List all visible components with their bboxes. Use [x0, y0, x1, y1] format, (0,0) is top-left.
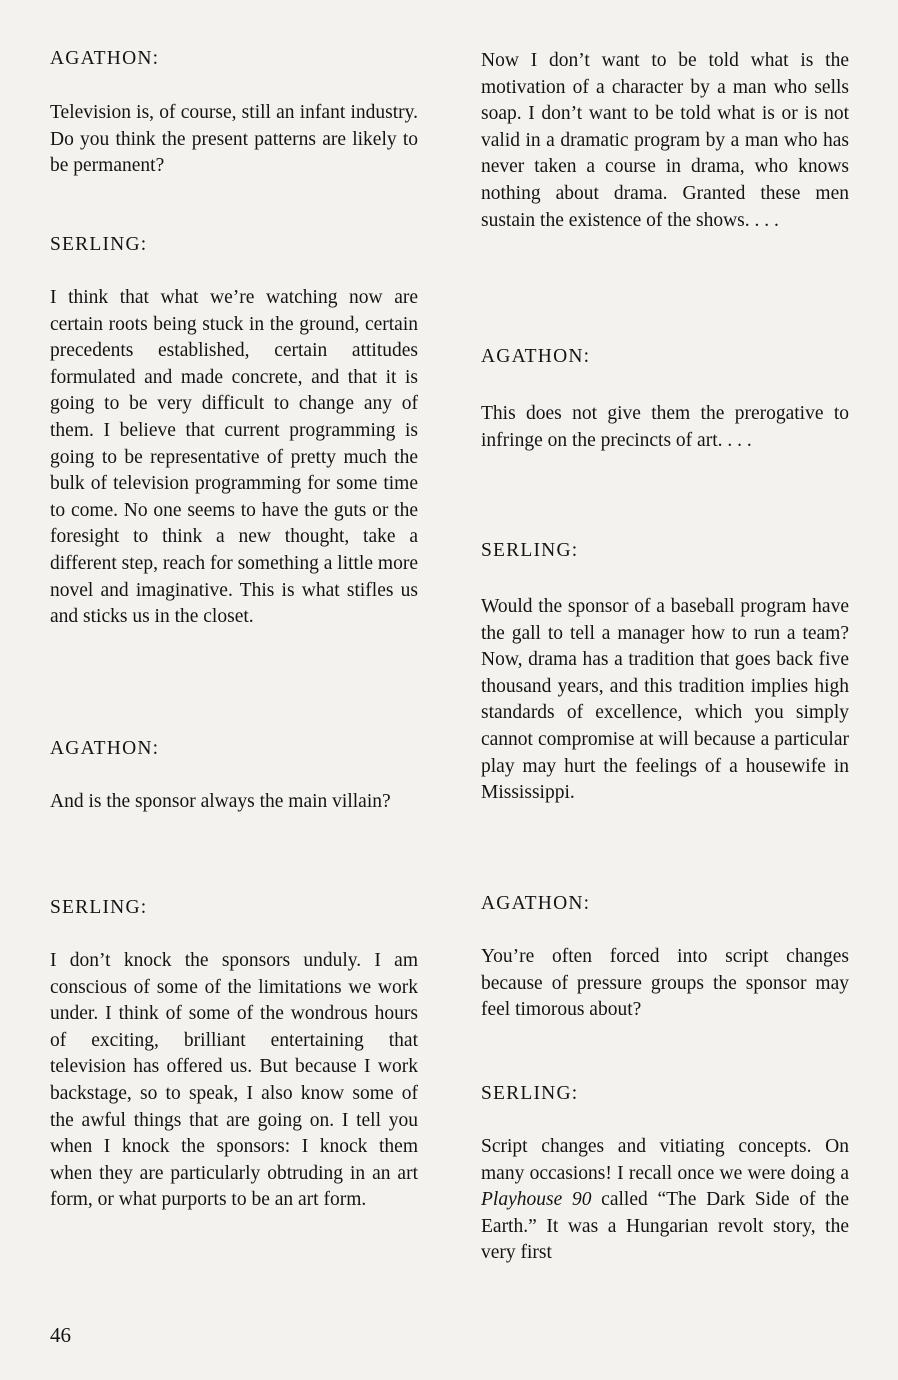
speaker-label: AGATHON: [481, 893, 591, 914]
page-number: 46 [50, 1323, 71, 1347]
speaker-label: AGATHON: [50, 48, 160, 69]
speaker-label: AGATHON: [481, 346, 591, 367]
dialogue-paragraph: You’re often forced into script changes because of pressure groups the sponsor may feel timorous about? [481, 946, 849, 1021]
dialogue-paragraph: Would the sponsor of a baseball program have the gall to tell a manager how to run a team? Now, drama has a tradition that goes back five thousand years, and this tradition implies high standards of excellence, which you simply cannot compromise at will because a particular play may hurt the feelings of a housewife in Mississippi. [481, 596, 849, 804]
dialogue-paragraph: This does not give them the prerogative to infringe on the precincts of art. . . . [481, 403, 849, 451]
paragraph-text: called “The Dark Side of the Earth.” It was a Hungarian revolt story, the very first [481, 1189, 849, 1264]
dialogue-paragraph: I don’t knock the sponsors unduly. I am conscious of some of the limitations we work under. I think of some of the wondrous hours of exciting, brilliant entertaining that television has offered us. But because I work backstage, so to speak, I also know some of the awful things that are going on. I tell you when I knock the sponsors: I knock them when they are particularly obtruding in an art form, or what purports to be an art form. [50, 950, 418, 1211]
program-title: Playhouse 90 [481, 1189, 592, 1211]
speaker-label: SERLING: [481, 1083, 579, 1104]
dialogue-paragraph: Now I don’t want to be told what is the motivation of a character by a man who sells soap. I don’t want to be told what is or is not valid in a dramatic program by a man who has never taken a course in drama, who knows nothing about drama. Granted these men sustain the existence of the shows. . . . [481, 50, 849, 231]
speaker-label: AGATHON: [50, 738, 160, 759]
speaker-label: SERLING: [50, 897, 148, 918]
dialogue-paragraph: And is the sponsor always the main villain? [50, 791, 391, 812]
speaker-label: SERLING: [481, 540, 579, 561]
dialogue-paragraph: I think that what we’re watching now are certain roots being stuck in the ground, certain precedents established, certain attitudes formulated and made concrete, and that it is going to be very difficult to change any of them. I believe that current programming is going to be representative of pretty much the bulk of television programming for some time to come. No one seems to have the guts or the foresight to think a new thought, take a different step, reach for something a little more novel and imaginative. This is what stifles us and sticks us in the closet. [50, 287, 418, 628]
speaker-label: SERLING: [50, 234, 148, 255]
dialogue-paragraph: Television is, of course, still an infant industry. Do you think the present patterns are likely to be permanent? [50, 102, 418, 177]
paragraph-text: Script changes and vitiating concepts. On many occasions! I recall once we were doing a [481, 1136, 849, 1184]
dialogue-paragraph [481, 1134, 849, 1267]
